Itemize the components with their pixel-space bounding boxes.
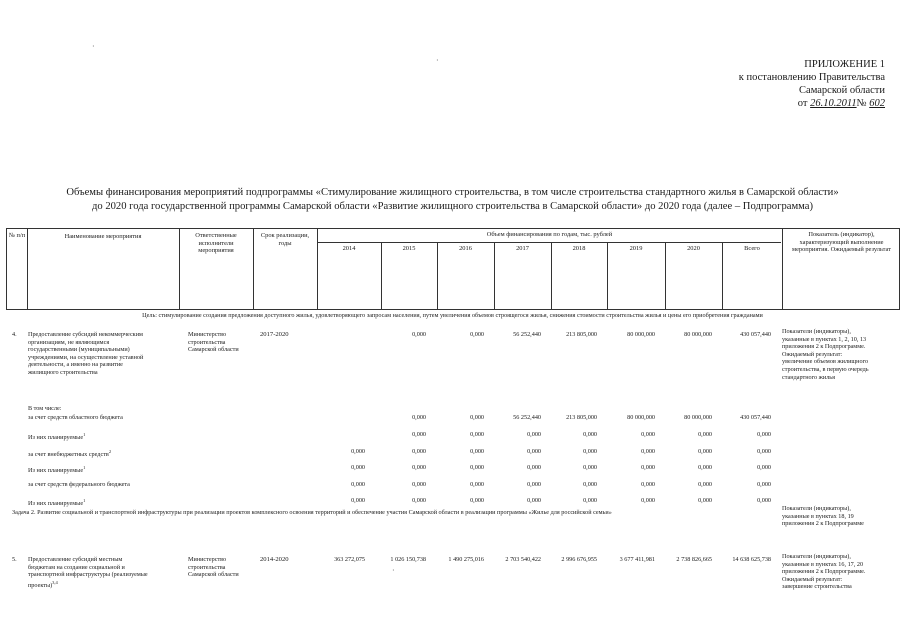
row-4-num: 4. bbox=[12, 331, 17, 338]
breakdown-value: 0,000 bbox=[757, 448, 771, 455]
annex-title: ПРИЛОЖЕНИЕ 1 bbox=[804, 59, 885, 70]
breakdown-value: 0,000 bbox=[470, 481, 484, 488]
breakdown-value: 0,000 bbox=[412, 431, 426, 438]
breakdown-value: 213 805,000 bbox=[566, 414, 597, 421]
row-5-indicator: Показатели (индикаторы), указанные в пунктах 16, 17, 20 приложения 2 к Подпрограмме. Ожидаемый результат: завершение строительства bbox=[782, 553, 866, 591]
breakdown-value: 0,000 bbox=[583, 448, 597, 455]
header-year: 2019 bbox=[629, 245, 643, 252]
task-2-text: Задача 2. Развитие социальной и транспортной инфраструктуры при реализации проектов комплексного освоения территорий и обеспечение участия Самарской области в реализации программы «Жилье для российской семьи» bbox=[12, 509, 612, 516]
header-funding: Объем финансирования по годам, тыс. рублей bbox=[486, 231, 613, 238]
row-5-value: 1 026 150,738 bbox=[390, 556, 426, 563]
breakdown-label: Из них планируемые$^1$ bbox=[28, 465, 86, 475]
breakdown-value: 0,000 bbox=[470, 464, 484, 471]
scan-speck: · bbox=[436, 56, 439, 65]
breakdown-value: 0,000 bbox=[351, 481, 365, 488]
document-title bbox=[0, 186, 905, 214]
row-5-value: 2 996 676,955 bbox=[561, 556, 597, 563]
breakdown-value: 0,000 bbox=[698, 464, 712, 471]
title-line-2: до 2020 года государственной программы Самарской области «Развитие жилищного строительства в Самарской области» до 2020 года (далее – Подпрограмма) bbox=[91, 201, 814, 212]
row-5-value: 2 703 540,422 bbox=[505, 556, 541, 563]
breakdown-value: 0,000 bbox=[351, 448, 365, 455]
annex-date-line bbox=[739, 97, 885, 110]
breakdown-value: 0,000 bbox=[641, 431, 655, 438]
breakdown-label: Из них планируемые$^1$ bbox=[28, 432, 86, 442]
header-name: Наименование мероприятия bbox=[64, 233, 142, 240]
footnote-marker: 1 bbox=[83, 465, 86, 470]
breakdown-value: 0,000 bbox=[527, 448, 541, 455]
annex-line-3: Самарской области bbox=[799, 85, 885, 96]
breakdown-label: за счет средств областного бюджета bbox=[28, 414, 123, 421]
row-4-period: 2017-2020 bbox=[260, 331, 289, 338]
breakdown-label: за счет внебюджетных средств$^2$ bbox=[28, 449, 112, 459]
breakdown-value: 0,000 bbox=[351, 497, 365, 504]
number-value: 602 bbox=[869, 98, 885, 109]
breakdown-value: 0,000 bbox=[641, 497, 655, 504]
breakdown-value: 0,000 bbox=[527, 464, 541, 471]
row-4-value: 80 000,000 bbox=[627, 331, 655, 338]
breakdown-value: 0,000 bbox=[470, 414, 484, 421]
breakdown-value: 0,000 bbox=[583, 431, 597, 438]
row-4-value: 0,000 bbox=[412, 331, 426, 338]
footnote-marker: 2 bbox=[108, 449, 112, 454]
header-year: 2020 bbox=[687, 245, 700, 252]
breakdown-value: 80 000,000 bbox=[627, 414, 655, 421]
breakdown-value: 0,000 bbox=[583, 497, 597, 504]
row-5-num: 5. bbox=[12, 556, 17, 563]
table-header bbox=[6, 228, 900, 310]
breakdown-value: 0,000 bbox=[527, 431, 541, 438]
breakdown-value: 0,000 bbox=[698, 481, 712, 488]
row-4-value: 80 000,000 bbox=[684, 331, 712, 338]
annex-header bbox=[739, 58, 885, 110]
footnote-marker: 1 bbox=[83, 432, 86, 437]
breakdown-value: 0,000 bbox=[470, 448, 484, 455]
breakdown-value: 0,000 bbox=[757, 481, 771, 488]
annex-line-2: к постановлению Правительства bbox=[738, 72, 885, 83]
header-executors: Ответственные исполнители мероприятия bbox=[195, 232, 237, 255]
header-total: Всего bbox=[744, 245, 760, 252]
scan-speck: · bbox=[92, 42, 95, 51]
row-4-value: 0,000 bbox=[470, 331, 484, 338]
row-5-value: 14 638 625,738 bbox=[732, 556, 771, 563]
breakdown-value: 0,000 bbox=[527, 481, 541, 488]
row-5-value: 3 677 411,981 bbox=[619, 556, 655, 563]
breakdown-value: 0,000 bbox=[583, 464, 597, 471]
breakdown-value: 0,000 bbox=[470, 431, 484, 438]
row-4-value: 56 252,440 bbox=[513, 331, 541, 338]
breakdown-value: 0,000 bbox=[412, 448, 426, 455]
row-5-value: 1 490 275,016 bbox=[448, 556, 484, 563]
breakdown-value: 56 252,440 bbox=[513, 414, 541, 421]
breakdown-value: 0,000 bbox=[583, 481, 597, 488]
breakdown-value: 0,000 bbox=[351, 464, 365, 471]
row-5-period: 2014-2020 bbox=[260, 556, 289, 563]
breakdown-value: 0,000 bbox=[757, 497, 771, 504]
goal-text: Цель: стимулирование создания предложения доступного жилья, удовлетворяющего запросам населения, путем увеличения объемов строящегося жилья, снижения стоимости строительства жилья и цены его приобретения гражданами bbox=[142, 312, 763, 319]
date-prefix: от bbox=[797, 98, 808, 109]
breakdown-intro: В том числе: bbox=[28, 405, 62, 412]
breakdown-value: 0,000 bbox=[641, 448, 655, 455]
header-year: 2016 bbox=[459, 245, 472, 252]
breakdown-value: 0,000 bbox=[698, 497, 712, 504]
row-5-value: 363 272,075 bbox=[334, 556, 365, 563]
header-indicator: Показатель (индикатор), характеризующий выполнение мероприятия. Ожидаемый результат bbox=[792, 231, 891, 254]
number-prefix: № bbox=[856, 98, 867, 109]
breakdown-value: 0,000 bbox=[412, 497, 426, 504]
title-line-1: Объемы финансирования мероприятий подпрограммы «Стимулирование жилищного строительства, в том числе строительства стандартного жилья в Самарской области» bbox=[66, 187, 839, 198]
breakdown-value: 0,000 bbox=[698, 448, 712, 455]
row-4-indicator: Показатели (индикаторы), указанные в пунктах 1, 2, 10, 13 приложения 2 к Подпрограмме. Ожидаемый результат: увеличение объемов жилищного строительства, в первую очередь стандартного жилья bbox=[782, 328, 869, 381]
row-5-value: 2 738 826,665 bbox=[676, 556, 712, 563]
breakdown-value: 0,000 bbox=[757, 431, 771, 438]
footnote-marker: 3,4 bbox=[52, 579, 58, 585]
breakdown-label: Из них планируемые$^1$ bbox=[28, 498, 86, 508]
breakdown-value: 0,000 bbox=[412, 414, 426, 421]
header-num: № п/п bbox=[8, 232, 26, 239]
date-value: 26.10.2011 bbox=[810, 98, 857, 109]
header-period: Срок реализации, годы bbox=[260, 232, 310, 247]
header-year: 2014 bbox=[342, 245, 356, 252]
scan-speck: · bbox=[392, 566, 395, 575]
breakdown-value: 0,000 bbox=[757, 464, 771, 471]
breakdown-value: 0,000 bbox=[412, 481, 426, 488]
breakdown-value: 0,000 bbox=[527, 497, 541, 504]
footnote-marker: 1 bbox=[83, 498, 86, 503]
breakdown-label: за счет средств федерального бюджета bbox=[28, 481, 130, 488]
breakdown-value: 0,000 bbox=[641, 481, 655, 488]
header-year: 2018 bbox=[572, 245, 586, 252]
breakdown-value: 0,000 bbox=[641, 464, 655, 471]
row-5-name: Предоставление субсидий местным бюджетам на создание социальной и транспортной инфраструктуры (реализуемые проекты)$^{3,4}$ bbox=[28, 556, 148, 589]
row-4-value: 430 057,440 bbox=[740, 331, 771, 338]
row-4-name: Предоставление субсидий некоммерческим организациям, не являющимся государственными (муниципальными) учреждениями, на осуществление уставной деятельности, а именно на развитие жилищного строительства bbox=[28, 331, 144, 376]
row-4-executor: Министерство строительства Самарской области bbox=[188, 331, 239, 354]
row-5-executor: Министерство строительства Самарской области bbox=[188, 556, 239, 579]
breakdown-value: 0,000 bbox=[470, 497, 484, 504]
breakdown-value: 0,000 bbox=[698, 431, 712, 438]
task-2-indicator: Показатели (индикаторы), указанные в пунктах 18, 19 приложения 2 к Подпрограмме bbox=[782, 505, 864, 528]
breakdown-value: 0,000 bbox=[412, 464, 426, 471]
row-4-value: 213 805,000 bbox=[566, 331, 597, 338]
breakdown-value: 80 000,000 bbox=[684, 414, 712, 421]
header-year: 2017 bbox=[516, 245, 529, 252]
header-year: 2015 bbox=[402, 245, 416, 252]
breakdown-value: 430 057,440 bbox=[740, 414, 771, 421]
